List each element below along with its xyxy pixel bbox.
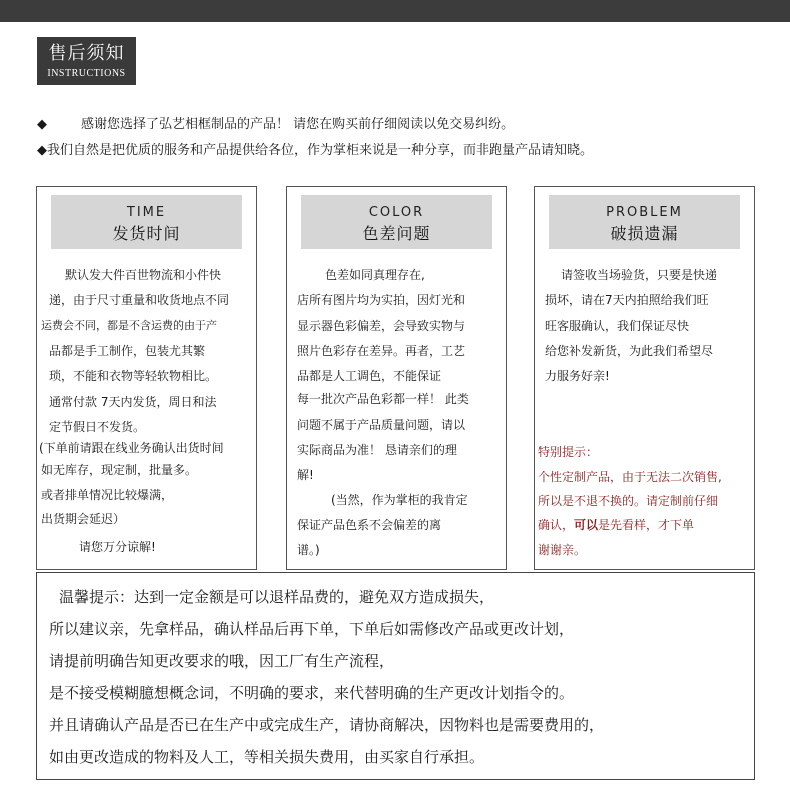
problem-line: 力服务好亲!: [545, 369, 610, 383]
special-notice-line: 所以是不退不换的。请定制前仔细: [538, 494, 719, 508]
intro-line-1-text: 感谢您选择了弘艺相框制品的产品！ 请您在购买前仔细阅读以免交易纠纷。: [81, 117, 515, 132]
time-column: [36, 186, 257, 570]
section-badge: [37, 37, 136, 85]
color-header-en: COLOR: [368, 205, 425, 220]
problem-line: 旺客服确认，我们保证尽快: [545, 319, 690, 333]
time-line: 运费会不同，都是不含运费的由于产: [41, 319, 217, 332]
problem-header-cn: 破损遗漏: [610, 224, 679, 243]
time-line: (下单前请跟在线业务确认出货时间: [39, 441, 224, 455]
color-line: 店所有图片均为实拍，因灯光和: [297, 293, 466, 307]
special-notice-label: 特别提示：: [538, 445, 599, 459]
emphasis-text: 可以: [574, 518, 599, 532]
tips-line: 所以建议亲，先拿样品，确认样品后再下单，下单后如需修改产品或更改计划，: [49, 620, 575, 638]
color-line: 谱。): [297, 543, 320, 557]
color-line: 色差如同真理存在,: [325, 268, 425, 282]
tips-line: 是不接受模糊臆想概念词，不明确的要求，来代替明确的生产更改计划指令的。: [49, 684, 575, 702]
color-line: 问题不属于产品质量问题，请以: [297, 418, 466, 432]
time-line: 递，由于尺寸重量和收货地点不同: [49, 293, 230, 307]
tips-box: [36, 572, 755, 780]
time-line: 请您万分谅解!: [79, 540, 156, 554]
color-line: 品都是人工调色，不能保证: [297, 369, 442, 383]
time-line: 出货期会延迟）: [41, 512, 126, 526]
tips-line: 温馨提示：达到一定金额是可以退样品费的，避免双方造成损失，: [59, 588, 495, 606]
time-line: 琐，不能和衣物等轻软物相比。: [49, 369, 218, 383]
time-line: 或者排单情况比较爆满，: [41, 488, 174, 502]
time-line: 定节假日不发货。: [49, 420, 146, 434]
top-bar: [0, 0, 790, 22]
color-line: 保证产品色系不会偏差的离: [297, 518, 442, 532]
color-header: [301, 195, 492, 249]
tips-line: 请提前明确告知更改要求的哦，因工厂有生产流程，: [49, 652, 395, 670]
time-line: 如无库存，现定制，批量多。: [41, 463, 198, 477]
color-line: 显示器色彩偏差，会导致实物与: [297, 319, 466, 333]
intro-line-1: [37, 116, 514, 134]
tips-line: 如由更改造成的物料及人工，等相关损失费用，由买家自行承担。: [49, 748, 485, 766]
color-line: 照片色彩存在差异。再者，工艺: [297, 344, 466, 358]
badge-subtitle: INSTRUCTIONS: [47, 68, 126, 79]
diamond-bullet-icon: ◆: [37, 117, 47, 132]
problem-line: 给您补发新货，为此我们希望尽: [545, 344, 714, 358]
time-line: 默认发大件百世物流和小件快: [65, 268, 222, 282]
tips-line: 并且请确认产品是否已在生产中或完成生产，请协商解决，因物料也是需要费用的，: [49, 716, 605, 734]
time-header-en: TIME: [126, 205, 167, 220]
color-line: (当然，作为掌柜的我肯定: [331, 493, 468, 507]
time-header-cn: 发货时间: [112, 224, 181, 243]
badge-title: 售后须知: [48, 43, 125, 64]
time-line: 通常付款 7天内发货，周日和法: [49, 395, 217, 409]
intro-line-2: ◆我们自然是把优质的服务和产品提供给各位，作为掌柜来说是一种分享，而非跑量产品请知晓。: [37, 143, 593, 158]
time-header: [51, 195, 242, 249]
color-line: 每一批次产品色彩都一样！ 此类: [297, 392, 469, 406]
special-notice-line: 谢谢亲。: [538, 543, 587, 557]
problem-line: 请签收当场验货，只要是快递: [561, 268, 718, 282]
problem-header-en: PROBLEM: [606, 205, 683, 220]
color-column: [286, 186, 507, 570]
problem-column: [534, 186, 755, 570]
color-line: 实际商品为准！ 恳请亲们的理: [297, 443, 457, 457]
time-line: 品都是手工制作，包装尤其繁: [49, 344, 206, 358]
problem-header: [549, 195, 740, 249]
color-header-cn: 色差问题: [362, 224, 431, 243]
special-notice-line: 确认，可以是先看样，才下单: [538, 518, 695, 532]
problem-line: 损坏，请在7天内拍照给我们旺: [545, 293, 709, 307]
special-notice-line: 个性定制产品，由于无法二次销售,: [538, 470, 722, 484]
color-line: 解!: [297, 468, 314, 482]
